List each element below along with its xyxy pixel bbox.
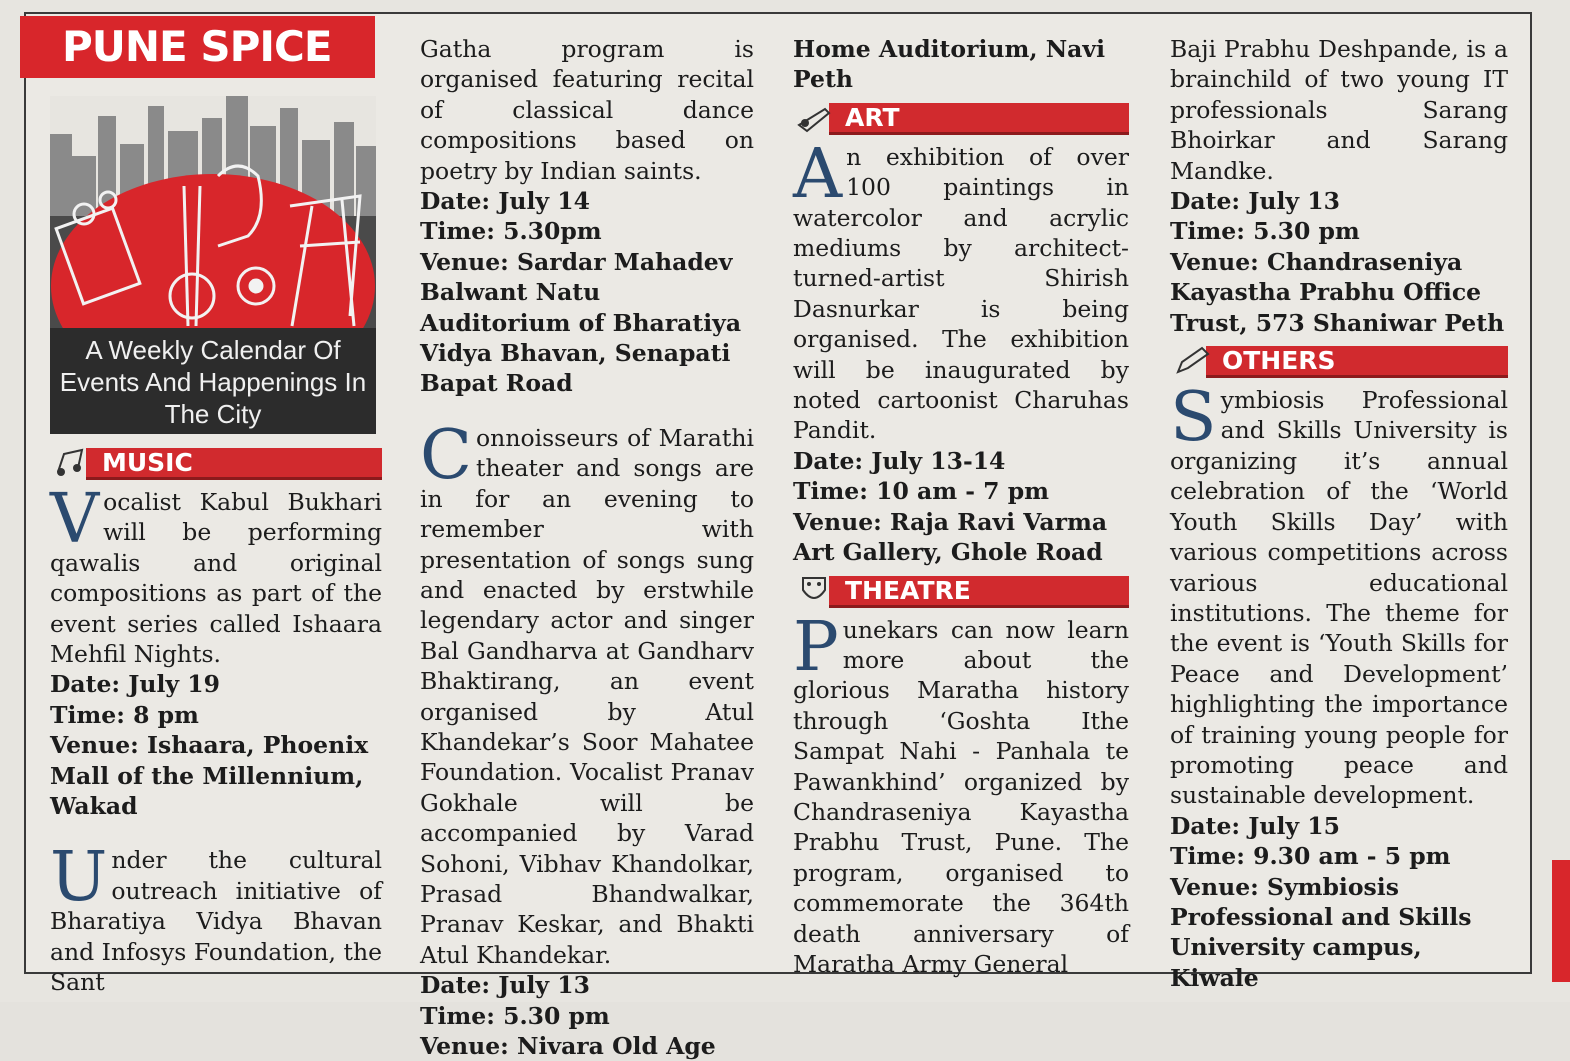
music2-body-cont: Gatha program is organised featuring recital of classical dance compositions based on poetry by Indian saints.	[420, 35, 754, 185]
masthead-illustration	[50, 96, 376, 434]
theatre-time: Time: 5.30 pm	[1170, 217, 1360, 246]
section-label-others: OTHERS	[1222, 346, 1336, 376]
theatre-body-cont: Baji Prabhu Deshpande, is a brainchild of two young IT professionals Sarang Bhoirkar and Sarang Mandke.	[1170, 35, 1508, 185]
music1-time: Time: 8 pm	[50, 700, 199, 729]
music-icon	[52, 446, 92, 479]
music2-venue: Venue: Sardar Mahadev Balwant Natu Auditorium of Bharatiya Vidya Bhavan, Senapati Bapat Road	[420, 247, 742, 398]
masthead-tagline: A Weekly Calendar Of Events And Happenings In The City	[59, 335, 367, 429]
music2-date: Date: July 14	[420, 187, 590, 216]
section-header-theatre	[793, 574, 1129, 607]
section-label-music: MUSIC	[102, 448, 193, 477]
music1-venue: Venue: Ishaara, Phoenix Mall of the Millennium, Wakad	[50, 731, 369, 821]
music3-venue-cont: Home Auditorium, Navi Peth	[793, 35, 1105, 94]
section-header-music	[50, 446, 382, 479]
art-date: Date: July 13-14	[793, 446, 1006, 475]
others-venue: Venue: Symbiosis Professional and Skills University campus, Kiwale	[1170, 872, 1472, 992]
section-header-art	[793, 101, 1129, 134]
theatre-body-start: Punekars can now learn more about the glorious Maratha history through ‘Goshta Ithe Sampat Nahi - Panhala te Pawankhind’ organized by Chandraseniya Kayastha Prabhu Trust, Pune. The program, organised to commemorate the 364th death anniversary of Maratha Army General	[793, 607, 1129, 978]
brush-icon	[795, 101, 835, 134]
art-venue: Venue: Raja Ravi Varma Art Gallery, Ghole Road	[793, 507, 1108, 567]
music3-body: Connoisseurs of Marathi theater and songs are in for an evening to remember with presentation of songs sung and enacted by erstwhile legendary actor and singer Bal Gandharva at Gandharv Bhaktirang, an event organised by Atul Khandekar’s Soor Mahatee Foundation. Vocalist Pranav Gokhale will be accompanied by Varad Sohoni, Vibhav Khandolkar, Prasad Bhandwalkar, Pranav Keskar, and Bhakti Atul Khandekar.	[420, 415, 754, 969]
others-time: Time: 9.30 am - 5 pm	[1170, 842, 1451, 871]
section-header-others	[1170, 344, 1508, 377]
theatre-date: Date: July 13	[1170, 187, 1340, 216]
music3-time: Time: 5.30 pm	[420, 1001, 610, 1030]
music1-date: Date: July 19	[50, 670, 220, 699]
column-1	[50, 440, 382, 998]
music2-time: Time: 5.30pm	[420, 217, 602, 246]
theatre-mask-icon	[795, 574, 835, 607]
masthead-banner	[20, 16, 375, 78]
edge-red-mark	[1552, 860, 1570, 982]
theatre-venue: Venue: Chandraseniya Kayastha Prabhu Office Trust, 573 Shaniwar Peth	[1170, 247, 1505, 337]
music3-date: Date: July 13	[420, 971, 590, 1000]
column-2	[420, 34, 754, 1061]
others-date: Date: July 15	[1170, 811, 1340, 840]
music2-body-start: Under the cultural outreach initiative of Bharatiya Vidya Bhavan and Infosys Foundation, the Sant	[50, 838, 382, 997]
city-arts-illustration-icon	[50, 96, 376, 334]
pen-icon	[1172, 344, 1212, 377]
music1-body: Vocalist Kabul Bukhari will be performing qawalis and original compositions as part of the event series called Ishaara Mehfil Nights.	[50, 480, 382, 669]
others-body: Symbiosis Professional and Skills University is organizing it’s annual celebration of the ‘World Youth Skills Day’ with various competitions across various educational institutions. The theme for the event is ‘Youth Skills for Peace and Development’ highlighting the importance of training young people for promoting peace and sustainable development.	[1170, 378, 1508, 810]
masthead-title: PUNE SPICE	[62, 22, 332, 71]
art-time: Time: 10 am - 7 pm	[793, 477, 1050, 506]
music3-venue-start: Venue: Nivara Old Age	[420, 1032, 716, 1060]
column-4	[1170, 34, 1508, 993]
art-body: An exhibition of over 100 paintings in watercolor and acrylic mediums by architect-turned-artist Shirish Dasnurkar is being organised. The exhibition will be inaugurated by noted cartoonist Charuhas Pandit.	[793, 134, 1129, 445]
section-label-art: ART	[845, 102, 900, 132]
column-3	[793, 34, 1129, 979]
section-label-theatre: THEATRE	[845, 575, 971, 605]
